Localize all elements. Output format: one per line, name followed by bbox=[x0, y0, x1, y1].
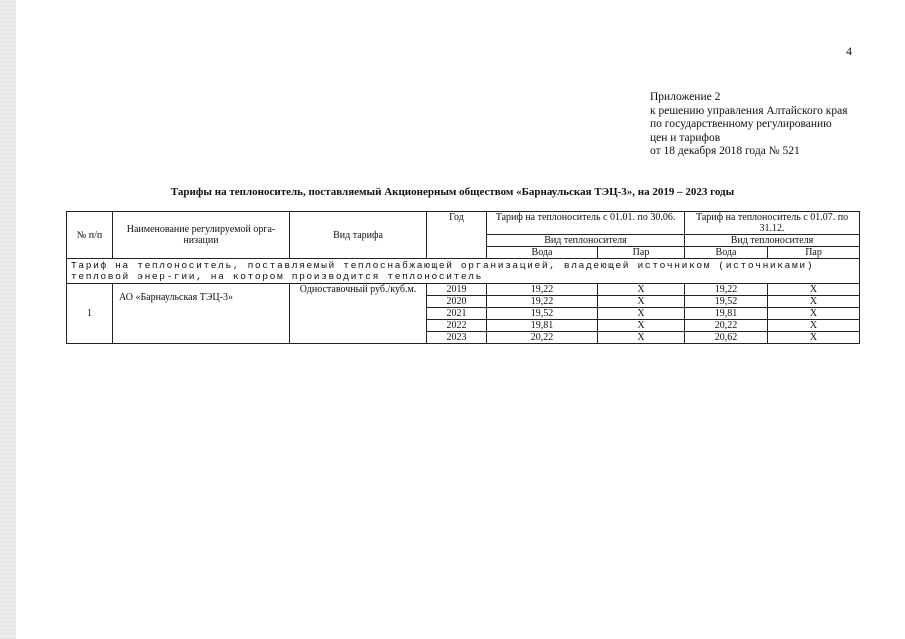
p2-steam-cell: Х bbox=[768, 296, 860, 308]
year-cell: 2021 bbox=[427, 308, 487, 320]
p1-water-cell: 19,22 bbox=[487, 284, 598, 296]
p2-water-cell: 19,52 bbox=[685, 296, 768, 308]
p2-steam-cell: Х bbox=[768, 320, 860, 332]
header-steam-2: Пар bbox=[768, 247, 860, 259]
p2-steam-cell: Х bbox=[768, 332, 860, 344]
p2-water-cell: 19,81 bbox=[685, 308, 768, 320]
section-note: Тариф на теплоноситель, поставляемый теплоснабжающей организацией, владеющей источником (источниками) тепловой энер-гии, на котором производится теплоноситель bbox=[67, 259, 860, 284]
p2-water-cell: 20,62 bbox=[685, 332, 768, 344]
year-cell: 2020 bbox=[427, 296, 487, 308]
p1-steam-cell: Х bbox=[598, 296, 685, 308]
appendix-line: от 18 декабря 2018 года № 521 bbox=[650, 145, 800, 158]
page-number: 4 bbox=[846, 44, 852, 58]
header-period-2: Тариф на теплоноситель с 01.07. по 31.12. bbox=[685, 212, 860, 235]
year-cell: 2023 bbox=[427, 332, 487, 344]
tariff-table bbox=[66, 211, 860, 344]
scan-edge bbox=[0, 0, 16, 639]
p1-steam-cell: Х bbox=[598, 320, 685, 332]
document-title: Тарифы на теплоноситель, поставляемый Акционерным обществом «Барнаульская ТЭЦ-3», на 2019 – 2023 годы bbox=[170, 186, 735, 198]
p1-water-cell: 20,22 bbox=[487, 332, 598, 344]
p2-water-cell: 19,22 bbox=[685, 284, 768, 296]
p2-water-cell: 20,22 bbox=[685, 320, 768, 332]
appendix-block bbox=[650, 91, 848, 159]
header-water-2: Вода bbox=[685, 247, 768, 259]
appendix-line: цен и тарифов bbox=[650, 131, 721, 144]
p1-water-cell: 19,22 bbox=[487, 296, 598, 308]
p1-water-cell: 19,52 bbox=[487, 308, 598, 320]
p1-steam-cell: Х bbox=[598, 332, 685, 344]
p1-steam-cell: Х bbox=[598, 308, 685, 320]
header-org: Наименование регулируемой орга-низации bbox=[113, 212, 290, 259]
tariff-type: Одноставочный руб./куб.м. bbox=[290, 284, 427, 344]
year-cell: 2022 bbox=[427, 320, 487, 332]
header-tariff-type: Вид тарифа bbox=[290, 212, 427, 259]
header-num: № п/п bbox=[67, 212, 113, 259]
header-water-1: Вода bbox=[487, 247, 598, 259]
p1-steam-cell: Х bbox=[598, 284, 685, 296]
p2-steam-cell: Х bbox=[768, 308, 860, 320]
header-medium-type-1: Вид теплоносителя bbox=[487, 235, 685, 247]
p2-steam-cell: Х bbox=[768, 284, 860, 296]
header-medium-type-2: Вид теплоносителя bbox=[685, 235, 860, 247]
appendix-line: к решению управления Алтайского края bbox=[650, 104, 848, 117]
year-cell: 2019 bbox=[427, 284, 487, 296]
p1-water-cell: 19,81 bbox=[487, 320, 598, 332]
row-number: 1 bbox=[67, 284, 113, 344]
header-period-1: Тариф на теплоноситель с 01.01. по 30.06. bbox=[487, 212, 685, 235]
appendix-line: по государственному регулированию bbox=[650, 118, 832, 131]
header-steam-1: Пар bbox=[598, 247, 685, 259]
organization-name: АО «Барнаульская ТЭЦ-3» bbox=[113, 284, 290, 344]
appendix-line: Приложение 2 bbox=[650, 91, 721, 103]
header-year: Год bbox=[427, 212, 487, 259]
